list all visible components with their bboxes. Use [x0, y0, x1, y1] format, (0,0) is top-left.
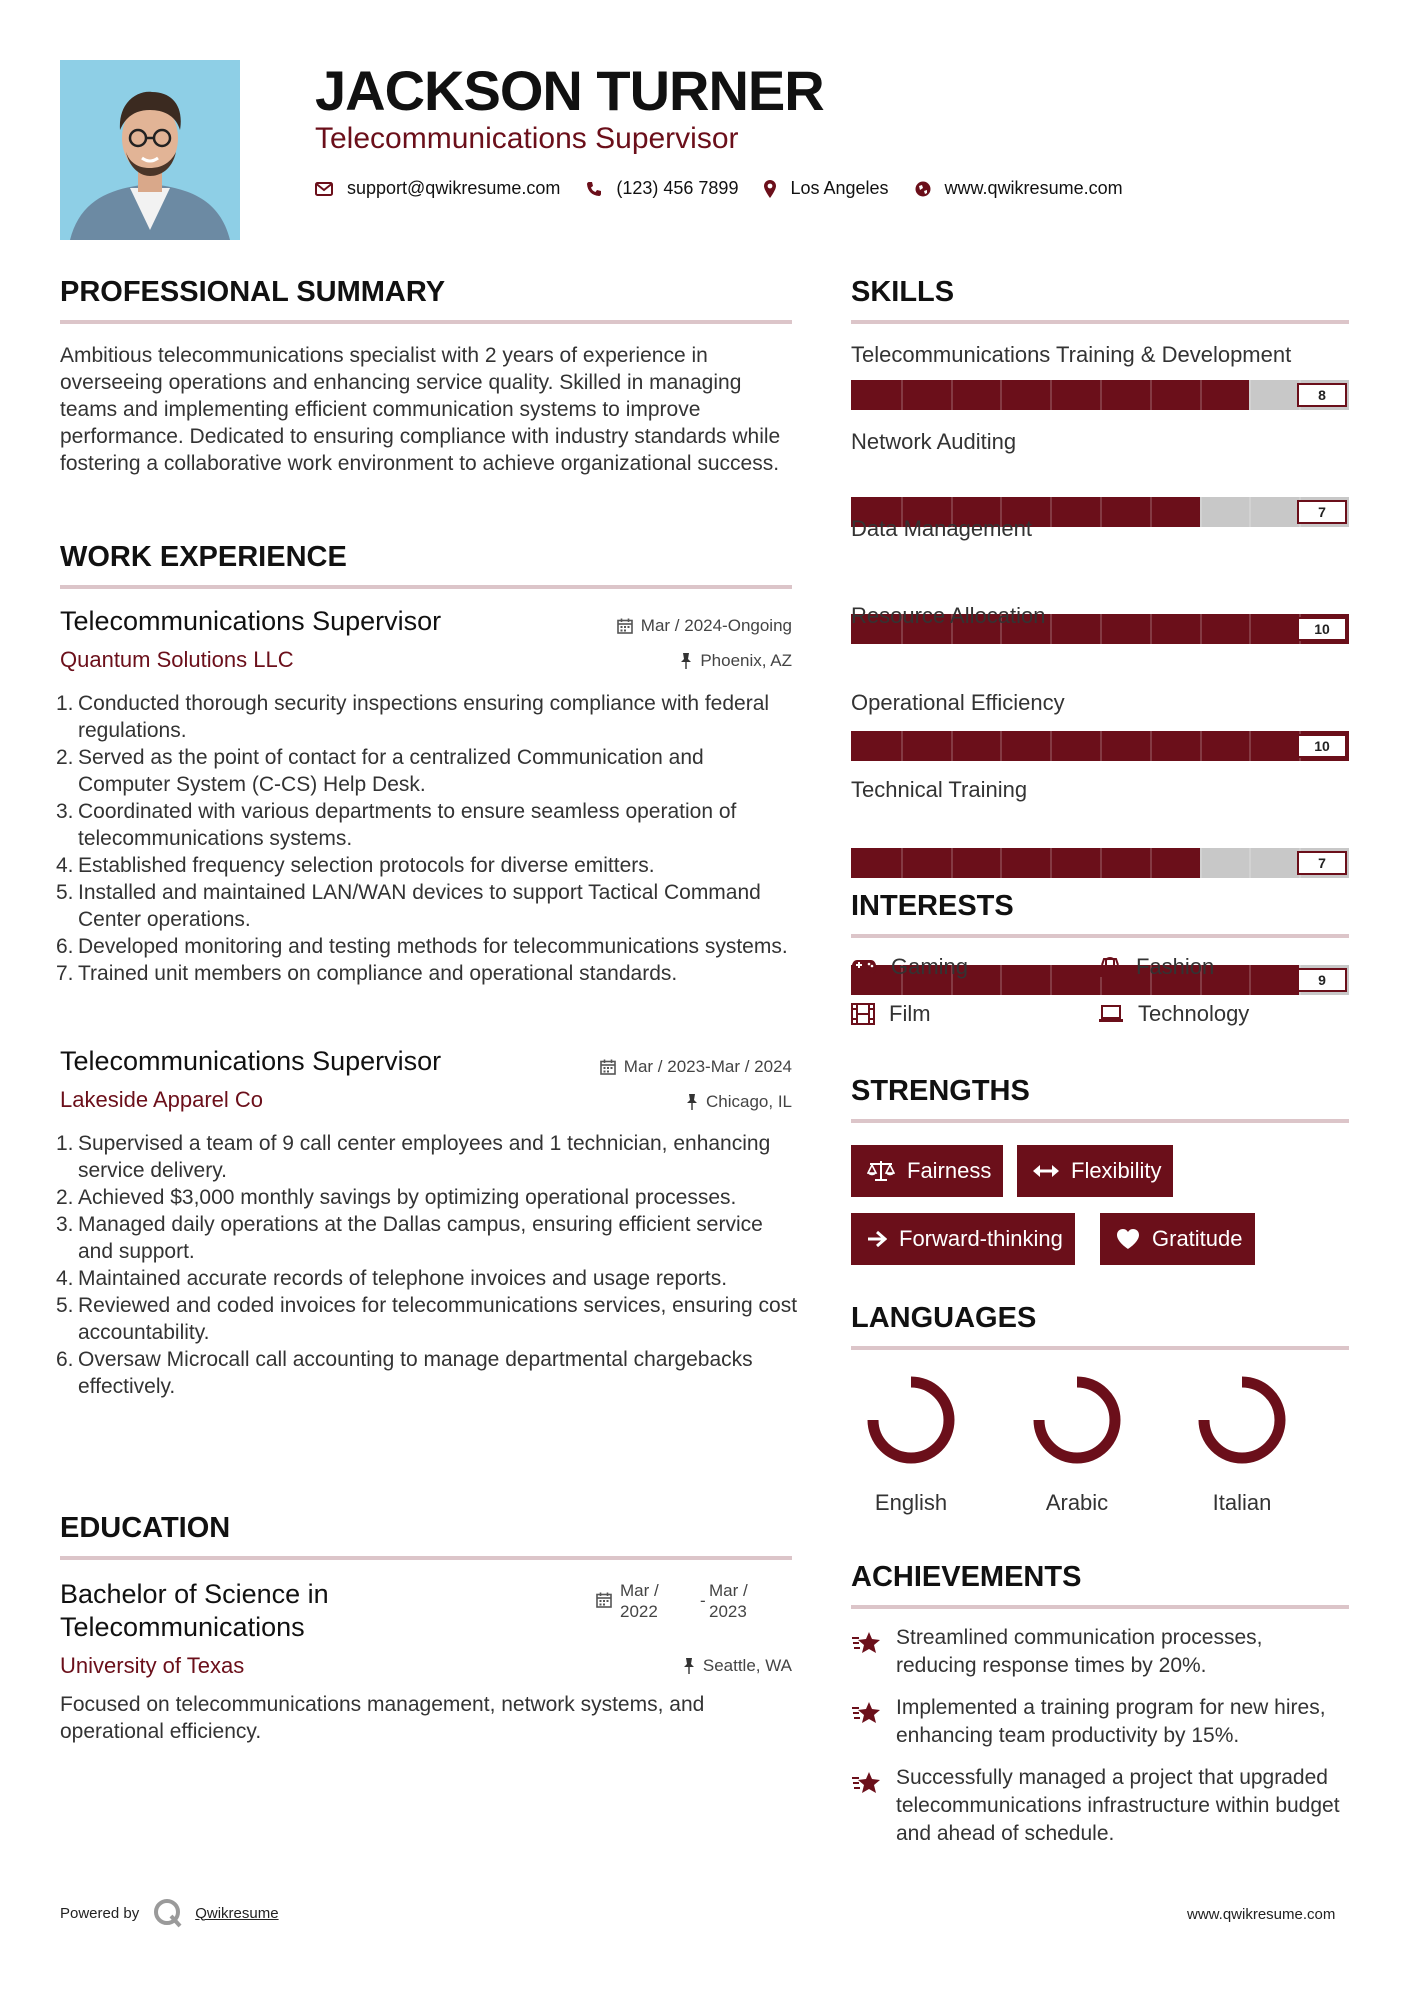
- language-level-arc: [1039, 1382, 1115, 1458]
- bullet-text: Trained unit members on compliance and operational standards.: [78, 962, 678, 985]
- degree-title: [60, 1578, 329, 1644]
- pushpin-icon: [680, 653, 692, 669]
- job-1-bullet: [56, 933, 800, 960]
- skill-bar-segment: [1100, 614, 1102, 644]
- edu-start-year: 2022: [620, 1602, 658, 1621]
- skill-bar-segment: [1200, 497, 1202, 527]
- skill-score: 9: [1297, 968, 1347, 992]
- trophy-star-icon: [851, 1770, 883, 1801]
- job-1-date: [520, 616, 792, 636]
- skill-bar-segment: [951, 380, 953, 410]
- education-date-separator: -: [700, 1591, 706, 1610]
- education-end: [709, 1580, 748, 1622]
- summary-heading: PROFESSIONAL SUMMARY: [60, 276, 446, 308]
- skill-name: Network Auditing: [851, 429, 1017, 454]
- skill-bar-segment: [1100, 380, 1102, 410]
- job-2-location: [520, 1092, 792, 1112]
- skill-bar-segment: [1150, 848, 1152, 878]
- calendar-icon: [596, 1592, 612, 1608]
- bullet-number: 1.: [56, 692, 74, 715]
- skill-name: Operational Efficiency: [851, 690, 1065, 715]
- language-level-ring: [1182, 1373, 1302, 1473]
- skill-bar-segment: [1249, 614, 1251, 644]
- powered-by-text: Powered by: [60, 1904, 140, 1922]
- skill-bar-segment: [1150, 731, 1152, 761]
- job-1-bullet: [56, 690, 800, 744]
- degree-line-2: Telecommunications: [60, 1612, 305, 1642]
- interest-film: [851, 1001, 931, 1027]
- strengths-divider: [851, 1119, 1349, 1123]
- phone-icon: [586, 181, 602, 197]
- skill-bar-segment: [1200, 380, 1202, 410]
- school-location-text: Seattle, WA: [702, 1656, 792, 1675]
- language-name: Arabic: [1045, 1490, 1109, 1515]
- skill-bar-segment: [1050, 731, 1052, 761]
- achievements-divider: [851, 1605, 1349, 1609]
- calendar-icon: [617, 618, 633, 634]
- bullet-number: 2.: [56, 1186, 74, 1209]
- strength-forward-thinking: [851, 1213, 1075, 1265]
- interest-gaming: [851, 954, 968, 980]
- job-2-location-text: Chicago, IL: [706, 1092, 792, 1111]
- work-divider: [60, 585, 792, 589]
- contact-phone[interactable]: [586, 178, 738, 199]
- laptop-icon: [1098, 1005, 1124, 1023]
- bullet-text: Reviewed and coded invoices for telecommunications services, ensuring cost accountability.: [78, 1294, 798, 1344]
- bullet-number: 4.: [56, 1267, 74, 1290]
- contact-location: [764, 178, 888, 199]
- skill-bar-segment: [1200, 731, 1202, 761]
- footer-powered-by: [60, 1898, 279, 1928]
- skill-bar: [851, 731, 1349, 761]
- strength-flexibility: [1017, 1145, 1173, 1197]
- interest-label: Fashion: [1136, 954, 1215, 979]
- languages-heading: LANGUAGES: [851, 1302, 1037, 1334]
- location-text: Los Angeles: [790, 178, 889, 198]
- language-name: English: [874, 1490, 948, 1515]
- job-2-date: [520, 1057, 792, 1077]
- skill-bar: [851, 380, 1349, 410]
- skill-score: 7: [1297, 851, 1347, 875]
- bullet-text: Maintained accurate records of telephone invoices and usage reports.: [78, 1267, 728, 1290]
- skill-bar-segment: [1000, 965, 1002, 995]
- skill-bar-segment: [1200, 848, 1202, 878]
- summary-divider: [60, 320, 792, 324]
- strength-label: Flexibility: [1071, 1158, 1162, 1183]
- achievements-heading: ACHIEVEMENTS: [851, 1561, 1082, 1593]
- skill-bar-segment: [1249, 965, 1251, 995]
- language-level-arc: [873, 1382, 949, 1458]
- arrow-right-icon: [867, 1230, 887, 1248]
- skill-name: Telecommunications Training & Development: [851, 342, 1292, 367]
- achievement-text: Implemented a training program for new hires, enhancing team productivity by 15%.: [896, 1696, 1326, 1747]
- contact-bar: [315, 178, 1149, 199]
- skill-bar-segment: [951, 848, 953, 878]
- interests-divider: [851, 934, 1349, 938]
- interest-label: Film: [889, 1001, 931, 1026]
- strength-gratitude: [1100, 1213, 1255, 1265]
- skill-name: Data Management: [851, 516, 1032, 541]
- bullet-text: Developed monitoring and testing methods for telecommunications systems.: [78, 935, 788, 958]
- job-2-bullet: [56, 1292, 800, 1346]
- skills-heading: SKILLS: [851, 276, 955, 308]
- skill-score: 10: [1297, 734, 1347, 758]
- language-level-ring: [1017, 1373, 1137, 1473]
- job-2-bullet: [56, 1346, 800, 1400]
- skill-name: Technical Training: [851, 777, 1028, 802]
- contact-website[interactable]: [915, 178, 1123, 199]
- job-1-bullet: [56, 744, 800, 798]
- interest-label: Technology: [1138, 1001, 1250, 1026]
- language-level-ring: [851, 1373, 971, 1473]
- globe-icon: [915, 181, 931, 197]
- job-1-bullet: [56, 852, 800, 879]
- education-text: Focused on telecommunications management, network systems, and operational efficiency.: [60, 1693, 705, 1743]
- interest-technology: [1098, 1001, 1249, 1027]
- skill-bar-segment: [1100, 731, 1102, 761]
- skill-bar: [851, 848, 1349, 878]
- work-heading: WORK EXPERIENCE: [60, 541, 347, 573]
- bullet-number: 6.: [56, 1348, 74, 1371]
- strength-label: Fairness: [907, 1158, 992, 1183]
- bullet-number: 5.: [56, 881, 74, 904]
- bullet-number: 5.: [56, 1294, 74, 1317]
- bullet-text: Achieved $3,000 monthly savings by optimizing operational processes.: [78, 1186, 737, 1209]
- job-2-company: Lakeside Apparel Co: [60, 1087, 264, 1112]
- bullet-text: Coordinated with various departments to ensure seamless operation of telecommunications systems.: [78, 800, 737, 850]
- bullet-number: 6.: [56, 935, 74, 958]
- job-1-date-text: Mar / 2024-Ongoing: [640, 616, 792, 635]
- language-item: [851, 1373, 971, 1516]
- candidate-title: Telecommunications Supervisor: [315, 122, 739, 155]
- bullet-text: Installed and maintained LAN/WAN devices to support Tactical Command Center operations.: [78, 881, 761, 931]
- education-divider: [60, 1556, 792, 1560]
- strength-label: Forward-thinking: [899, 1226, 1063, 1251]
- skill-bar-segment: [1100, 497, 1102, 527]
- contact-email[interactable]: [315, 178, 560, 199]
- website-text: www.qwikresume.com: [944, 178, 1123, 198]
- email-text: support@qwikresume.com: [347, 178, 561, 198]
- job-2-bullet: [56, 1130, 800, 1184]
- envelope-icon: [315, 182, 333, 196]
- pushpin-icon: [683, 1658, 695, 1674]
- skill-score: 10: [1297, 617, 1347, 641]
- job-1-location-text: Phoenix, AZ: [700, 651, 792, 670]
- skill-bar-segment: [1249, 497, 1251, 527]
- phone-text: (123) 456 7899: [616, 178, 739, 198]
- job-2-date-text: Mar / 2023-Mar / 2024: [623, 1057, 792, 1076]
- bullet-number: 1.: [56, 1132, 74, 1155]
- summary-text: Ambitious telecommunications specialist with 2 years of experience in overseeing operations and enhancing service quality. Skilled in managing teams and implementing efficient communication systems to improve performance. Dedicated to ensuring compliance with industry standards while fostering a collaborative work environment to achieve organizational success.: [60, 344, 781, 475]
- skill-bar-segment: [1200, 614, 1202, 644]
- job-1-company: Quantum Solutions LLC: [60, 647, 294, 672]
- skill-bar-segment: [1000, 731, 1002, 761]
- job-1-bullets: [56, 690, 800, 987]
- skill-bar-segment: [1050, 497, 1052, 527]
- skill-score: 7: [1297, 500, 1347, 524]
- job-1-bullet: [56, 879, 800, 933]
- skill-bar-segment: [1050, 965, 1052, 995]
- profile-photo: [60, 60, 240, 240]
- job-1-title: Telecommunications Supervisor: [60, 606, 442, 636]
- skill-bar-segment: [951, 731, 953, 761]
- map-pin-icon: [764, 180, 776, 198]
- film-icon: [851, 1003, 875, 1025]
- bullet-text: Established frequency selection protocols for diverse emitters.: [78, 854, 655, 877]
- skill-bar-segment: [1050, 614, 1052, 644]
- school-location: [520, 1656, 792, 1676]
- job-2-title: Telecommunications Supervisor: [60, 1046, 442, 1076]
- job-2-bullet: [56, 1265, 800, 1292]
- bullet-text: Conducted thorough security inspections ensuring compliance with federal regulations.: [78, 692, 770, 742]
- skill-bar-fill: [851, 848, 1200, 878]
- job-2-bullet: [56, 1211, 800, 1265]
- skill-bar-segment: [1249, 731, 1251, 761]
- strength-fairness: [851, 1145, 1003, 1197]
- bullet-number: 2.: [56, 746, 74, 769]
- job-1-location: [520, 651, 792, 671]
- trophy-star-icon: [851, 1630, 883, 1661]
- skill-bar-segment: [901, 848, 903, 878]
- interest-fashion: [1098, 954, 1214, 980]
- brand-link[interactable]: Qwikresume: [195, 1904, 279, 1922]
- education-start: [620, 1580, 659, 1622]
- edu-end-year: 2023: [709, 1602, 747, 1621]
- shopping-bag-icon: [1098, 956, 1122, 978]
- skill-bar-segment: [1050, 848, 1052, 878]
- bullet-text: Managed daily operations at the Dallas campus, ensuring efficient service and support.: [78, 1213, 763, 1263]
- interest-label: Gaming: [891, 954, 969, 979]
- education-heading: EDUCATION: [60, 1512, 231, 1544]
- bullet-number: 4.: [56, 854, 74, 877]
- language-item: [1017, 1373, 1137, 1516]
- skill-bar-segment: [1249, 848, 1251, 878]
- interests-heading: INTERESTS: [851, 890, 1014, 922]
- language-item: [1182, 1373, 1302, 1516]
- achievement-text: Streamlined communication processes, reducing response times by 20%.: [896, 1626, 1263, 1677]
- skill-bar-segment: [1100, 848, 1102, 878]
- skill-score: 8: [1297, 383, 1347, 407]
- skill-bar-segment: [1150, 497, 1152, 527]
- bullet-number: 3.: [56, 1213, 74, 1236]
- bullet-number: 3.: [56, 800, 74, 823]
- candidate-name: JACKSON TURNER: [315, 59, 824, 122]
- strengths-heading: STRENGTHS: [851, 1075, 1030, 1107]
- edu-start-month: Mar /: [620, 1581, 659, 1600]
- strength-label: Gratitude: [1152, 1226, 1243, 1251]
- job-1-bullet: [56, 798, 800, 852]
- languages-divider: [851, 1346, 1349, 1350]
- job-2-bullets: [56, 1130, 800, 1400]
- skill-name: Resource Allocation: [851, 603, 1046, 628]
- qwikresume-logo-icon: [153, 1898, 183, 1928]
- achievement-text: Successfully managed a project that upgraded telecommunications infrastructure within budget and ahead of schedule.: [896, 1766, 1340, 1845]
- job-2-bullet: [56, 1184, 800, 1211]
- pushpin-icon: [686, 1094, 698, 1110]
- gamepad-icon: [851, 959, 877, 975]
- footer-url[interactable]: www.qwikresume.com: [1187, 1906, 1336, 1923]
- bullet-text: Supervised a team of 9 call center employees and 1 technician, enhancing service delivery.: [78, 1132, 771, 1182]
- bullet-number: 7.: [56, 962, 74, 985]
- trophy-star-icon: [851, 1700, 883, 1731]
- calendar-icon: [600, 1059, 616, 1075]
- bullet-text: Oversaw Microcall call accounting to manage departmental chargebacks effectively.: [78, 1348, 753, 1398]
- skill-bar-segment: [1249, 380, 1251, 410]
- arrows-horizontal-icon: [1033, 1164, 1059, 1178]
- degree-line-1: Bachelor of Science in: [60, 1579, 329, 1609]
- skill-bar-segment: [901, 731, 903, 761]
- bullet-text: Served as the point of contact for a centralized Communication and Computer System (C-CS) Help Desk.: [78, 746, 704, 796]
- skill-bar-segment: [1150, 380, 1152, 410]
- heart-icon: [1116, 1228, 1140, 1250]
- skill-bar-segment: [1000, 380, 1002, 410]
- balance-scale-icon: [867, 1160, 895, 1182]
- skill-bar-segment: [1150, 614, 1152, 644]
- language-name: Italian: [1212, 1490, 1272, 1515]
- skill-bar-segment: [1000, 848, 1002, 878]
- skills-divider: [851, 320, 1349, 324]
- language-level-arc: [1204, 1382, 1280, 1458]
- skill-bar-segment: [1050, 380, 1052, 410]
- edu-end-month: Mar /: [709, 1581, 748, 1600]
- school-name: University of Texas: [60, 1653, 245, 1678]
- job-1-bullet: [56, 960, 800, 987]
- skill-bar-segment: [901, 380, 903, 410]
